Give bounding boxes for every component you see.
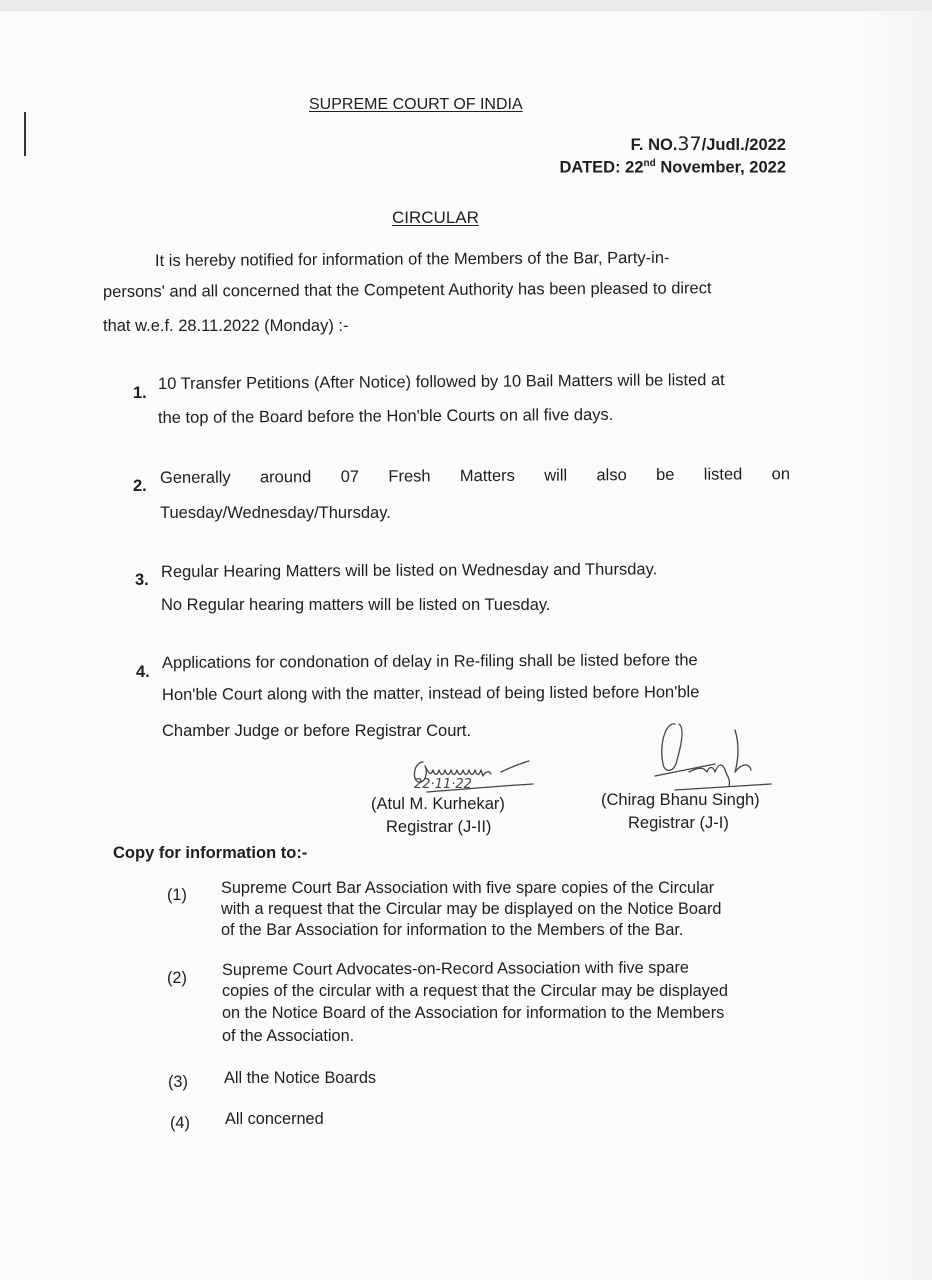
word: around (259, 468, 312, 487)
document-page (0, 11, 932, 1280)
signatory-1-title: Registrar (J-II) (386, 818, 492, 836)
circular-title: CIRCULAR (392, 208, 479, 227)
file-no-suffix: /Judl./2022 (701, 136, 786, 154)
copy-1-line-3: of the Bar Association for information to the Members of the Bar. (221, 921, 684, 939)
copy-2-line-3: on the Notice Board of the Association for information to the Members (222, 1004, 725, 1022)
copy-1-line-1: Supreme Court Bar Association with five spare copies of the Circular (221, 879, 715, 897)
word: will (544, 466, 568, 485)
copy-3-number: (3) (168, 1073, 188, 1091)
intro-line-2: persons' and all concerned that the Competent Authority has been pleased to direct (102, 279, 712, 301)
word: Generally (159, 468, 231, 487)
dated-rest: November, 2022 (655, 158, 786, 177)
item-1-line-2: the top of the Board before the Hon'ble Courts on all five days. (157, 405, 614, 427)
margin-mark (24, 112, 26, 156)
copy-2-line-2: copies of the circular with a request that the Circular may be displayed (222, 982, 728, 1000)
item-2-number: 2. (133, 477, 147, 495)
item-3-number: 3. (135, 571, 149, 589)
file-number (631, 133, 786, 155)
copy-4-number: (4) (170, 1114, 190, 1132)
copy-2-line-1: Supreme Court Advocates-on-Record Association with five spare (221, 958, 690, 979)
copy-2-line-4: of the Association. (222, 1027, 355, 1045)
item-2-line-2: Tuesday/Wednesday/Thursday. (160, 504, 391, 522)
copy-2-number: (2) (167, 969, 187, 987)
word: also (596, 466, 627, 485)
intro-line-1: It is hereby notified for information of the Members of the Bar, Party-in- (154, 248, 670, 270)
signatory-1-name: (Atul M. Kurhekar) (371, 795, 505, 813)
item-4-line-1: Applications for condonation of delay in Re-filing shall be listed before the (161, 651, 698, 672)
item-3-line-2: No Regular hearing matters will be listed on Tuesday. (161, 596, 551, 614)
court-name-heading: SUPREME COURT OF INDIA (309, 96, 523, 113)
intro-line-3: that w.e.f. 28.11.2022 (Monday) :- (103, 317, 349, 335)
item-4-line-3: Chamber Judge or before Registrar Court. (162, 722, 472, 740)
file-no-number: 37 (677, 133, 702, 155)
page-edge-shadow (857, 11, 932, 1280)
item-4-line-2: Hon'ble Court along with the matter, instead of being listed before Hon'ble (161, 683, 700, 704)
copy-heading: Copy for information to:- (113, 844, 308, 862)
word: Fresh (388, 467, 431, 486)
item-1-number: 1. (133, 384, 147, 402)
word: 07 (340, 467, 360, 486)
top-border-strip (0, 0, 932, 11)
word: listed (703, 465, 743, 484)
signature-date: 22·11·22 (414, 777, 472, 792)
word: be (656, 465, 675, 484)
copy-3-line-1: All the Notice Boards (224, 1069, 377, 1087)
date-line (559, 158, 786, 178)
dated-label: DATED: 22 (559, 158, 644, 177)
copy-1-line-2: with a request that the Circular may be displayed on the Notice Board (221, 900, 722, 918)
signatory-2-title: Registrar (J-I) (628, 814, 729, 832)
item-4-number: 4. (136, 663, 150, 681)
item-3-line-1: Regular Hearing Matters will be listed on Wednesday and Thursday. (160, 560, 658, 581)
dated-superscript: nd (643, 158, 656, 169)
word: Matters (459, 466, 515, 486)
file-no-prefix: F. NO. (630, 136, 678, 154)
signatory-2-name: (Chirag Bhanu Singh) (601, 791, 760, 809)
copy-4-line-1: All concerned (225, 1110, 324, 1128)
item-1-line-1: 10 Transfer Petitions (After Notice) followed by 10 Bail Matters will be listed at (157, 371, 725, 393)
copy-1-number: (1) (167, 886, 187, 904)
signature-singh (645, 716, 775, 796)
word: on (771, 465, 791, 484)
